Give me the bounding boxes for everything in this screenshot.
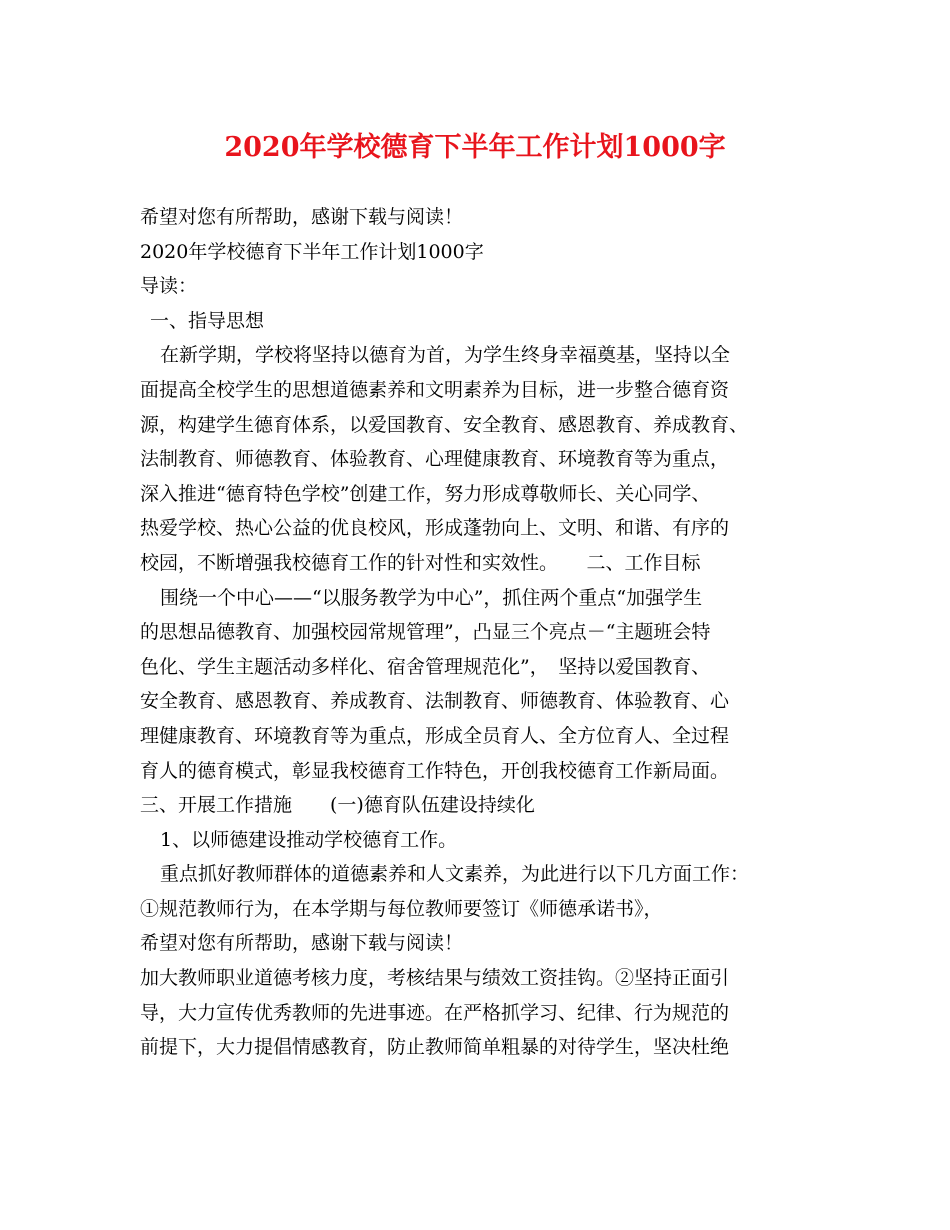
text-line: 2020年学校德育下半年工作计划1000字 — [140, 240, 484, 263]
document-title: 2020年学校德育下半年工作计划1000字 — [224, 132, 726, 163]
text-line: 色化、学生主题活动多样化、宿舍管理规范化”， 坚持以爱国教育、 — [140, 655, 711, 678]
text-line: 加大教师职业道德考核力度，考核结果与绩效工资挂钩。②坚持正面引 — [140, 967, 730, 990]
section-heading: 一、指导思想 — [150, 309, 265, 332]
text-line: 校园，不断增强我校德育工作的针对性和实效性。 二、工作目标 — [140, 551, 701, 574]
text-line: 导，大力宣传优秀教师的先进事迹。在严格抓学习、纪律、行为规范的 — [140, 1001, 730, 1024]
text-line: 安全教育、感恩教育、养成教育、法制教育、师德教育、体验教育、心 — [140, 690, 730, 713]
text-line: 热爱学校、热心公益的优良校风，形成蓬勃向上、文明、和谐、有序的 — [140, 517, 730, 540]
text-line: 导读： — [140, 275, 198, 298]
text-line: ①规范教师行为，在本学期与每位教师要签订《师德承诺书》， — [140, 897, 663, 920]
paragraph-first-line: 重点抓好教师群体的道德素养和人文素养，为此进行以下几方面工作： — [160, 863, 750, 886]
section-heading: 三、开展工作措施 (一)德育队伍建设持续化 — [140, 794, 535, 817]
text-line: 的思想品德教育、加强校园常规管理”，凸显三个亮点－“主题班会特 — [140, 621, 711, 644]
paragraph-first-line: 围绕一个中心——“以服务教学为中心”，抓住两个重点“加强学生 — [160, 586, 703, 609]
text-line: 希望对您有所帮助，感谢下载与阅读！ — [140, 932, 464, 955]
text-line: 法制教育、师德教育、体验教育、心理健康教育、环境教育等为重点， — [140, 448, 730, 471]
text-line: 理健康教育、环境教育等为重点，形成全员育人、全方位育人、全过程 — [140, 724, 730, 747]
text-line: 育人的德育模式，彰显我校德育工作特色，开创我校德育工作新局面。 — [140, 759, 730, 782]
text-line: 面提高全校学生的思想道德素养和文明素养为目标，进一步整合德育资 — [140, 378, 730, 401]
text-line: 希望对您有所帮助，感谢下载与阅读！ — [140, 206, 464, 228]
text-line: 源，构建学生德育体系，以爱国教育、安全教育、感恩教育、养成教育、 — [140, 413, 749, 436]
paragraph-first-line: 在新学期，学校将坚持以德育为首，为学生终身幸福奠基，坚持以全 — [160, 344, 731, 367]
document-body — [140, 200, 840, 1065]
text-line: 前提下，大力提倡情感教育，防止教师简单粗暴的对待学生，坚决杜绝 — [140, 1036, 730, 1059]
text-line: 深入推进“德育特色学校”创建工作，努力形成尊敬师长、关心同学、 — [140, 482, 711, 505]
subsection-heading: 1、以师德建设推动学校德育工作。 — [160, 828, 458, 851]
